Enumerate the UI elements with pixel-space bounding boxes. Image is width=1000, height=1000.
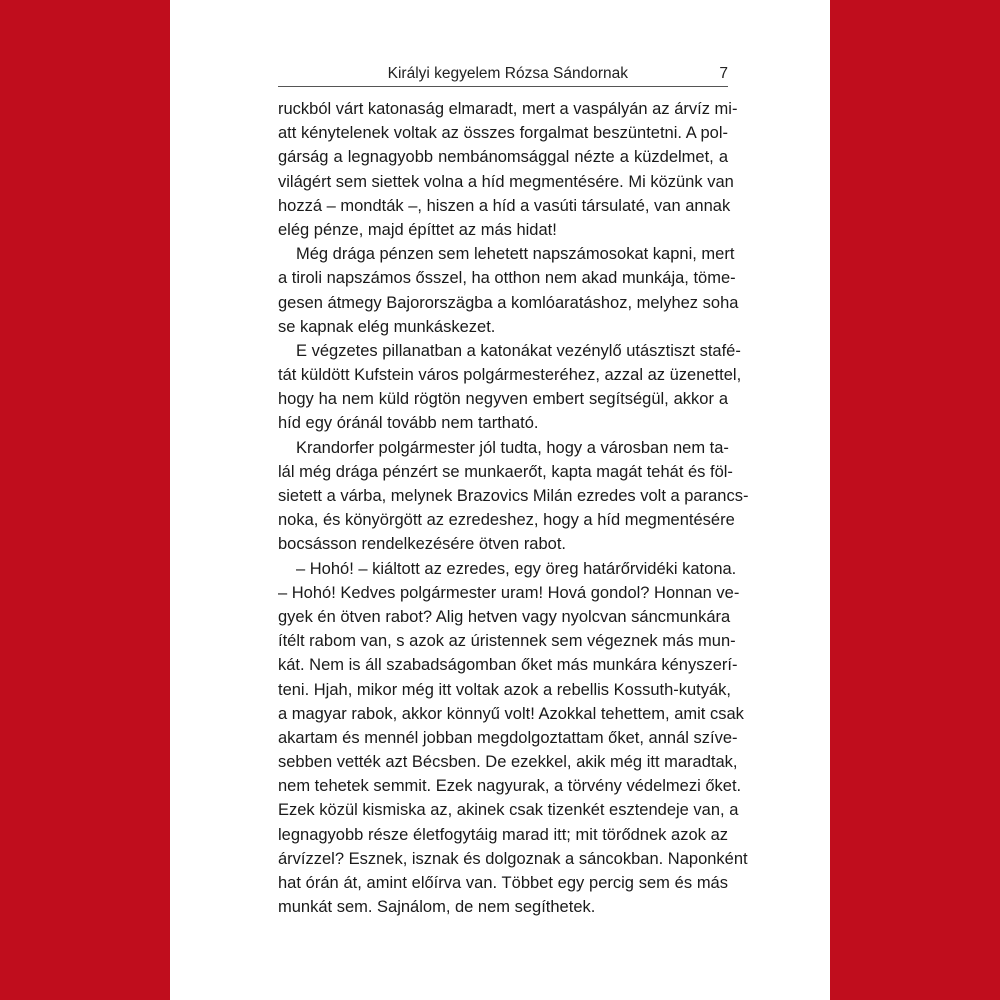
text-line: Krandorfer polgármester jól tudta, hogy a városban nem ta- [296, 438, 729, 457]
text-line: sebben vették azt Bécsben. De ezekkel, akik még itt maradtak, [278, 753, 738, 772]
text-line: – Hohó! Kedves polgármester uram! Hová gondol? Honnan ve- [278, 583, 740, 602]
text-line: tát küldött Kufstein város polgármesteréhez, azzal az üzenettel, [278, 366, 742, 385]
text-line: nem tehetek semmit. Ezek nagyurak, a törvény védelmezi őket. [278, 777, 742, 796]
text-line: hozzá – mondták –, hiszen a híd a vasúti társulaté, van annak [278, 196, 731, 215]
text-line: ruckból várt katonaság elmaradt, mert a vaspályán az árvíz mi- [278, 100, 738, 118]
text-line: elég pénze, majd építtet az más hidat! [278, 220, 557, 239]
text-line: Ezek közül kismiska az, akinek csak tizenkét esztendeje van, a [278, 801, 739, 820]
text-line: hogy ha nem küld rögtön negyven embert segítségül, akkor a [278, 390, 728, 409]
text-line: gyek én ötven rabot? Alig hetven vagy nyolcvan sáncmunkára [278, 607, 731, 626]
page-number: 7 [719, 65, 728, 82]
text-line: híd egy óránál tovább nem tartható. [278, 414, 539, 433]
running-title: Királyi kegyelem Rózsa Sándornak [387, 65, 628, 82]
running-head [278, 64, 728, 87]
text-line: kát. Nem is áll szabadságomban őket más munkára kényszerí- [278, 656, 738, 675]
text-line: Még drága pénzen sem lehetett napszámosokat kapni, mert [296, 245, 735, 264]
text-line: noka, és könyörgött az ezredeshez, hogy a híd megmentésére [278, 511, 735, 530]
text-line: munkát sem. Sajnálom, de nem segíthetek. [278, 898, 596, 917]
text-line: lál még drága pénzért se munkaerőt, kapta magát tehát és föl- [278, 462, 733, 481]
text-line: – Hohó! – kiáltott az ezredes, egy öreg határőrvidéki katona. [296, 559, 737, 578]
text-line: gesen átmegy Bajororszägba a komlóaratáshoz, melyhez soha [278, 293, 739, 312]
text-line: a magyar rabok, akkor könnyű volt! Azokkal tehettem, amit csak [278, 704, 744, 723]
text-line: árvízzel? Esznek, isznak és dolgoznak a sáncokban. Naponként [278, 849, 748, 868]
text-line: att kénytelenek voltak az összes forgalmat beszüntetni. A pol- [278, 124, 728, 143]
text-line: se kapnak elég munkáskezet. [278, 317, 496, 336]
text-line: teni. Hjah, mikor még itt voltak azok a rebellis Kossuth-kutyák, [278, 680, 732, 699]
text-line: legnagyobb része életfogytáig marad itt; mit törődnek azok az [278, 825, 728, 844]
text-line: sietett a várba, melynek Brazovics Milán ezredes volt a parancs- [278, 487, 749, 505]
text-line: ítélt rabom van, s azok az úristennek sem végeznek más mun- [278, 632, 736, 651]
text-line: akartam és mennél jobban megdolgoztattam őket, annál szíve- [278, 728, 738, 747]
body-text [278, 97, 749, 919]
text-line: világért sem siettek volna a híd megmentésére. Mi közünk van [278, 172, 734, 191]
text-line: gárság a legnagyobb nembánomsággal nézte a küzdelmet, a [278, 148, 728, 167]
text-line: E végzetes pillanatban a katonákat vezénylő utásztiszt stafé- [296, 341, 741, 360]
text-line: bocsásson rendelkezésére ötven rabot. [278, 535, 567, 554]
text-line: a tiroli napszámos ősszel, ha otthon nem akad munkája, töme- [278, 269, 736, 288]
book-page [170, 0, 830, 1000]
text-line: hat órán át, amint előírva van. Többet egy percig sem és más [278, 874, 728, 892]
